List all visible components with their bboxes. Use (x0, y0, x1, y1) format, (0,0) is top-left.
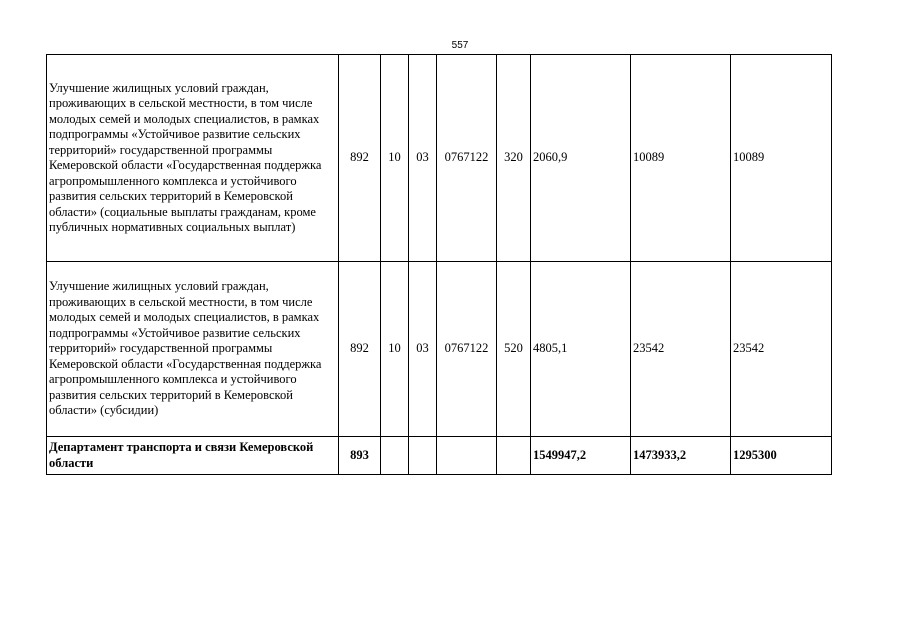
amount-year-3: 1295300 (731, 437, 832, 475)
amount-year-1: 4805,1 (531, 262, 631, 437)
ministry-code: 892 (339, 55, 381, 262)
table-row (47, 55, 832, 262)
amount-year-3: 23542 (731, 262, 832, 437)
section-code: 10 (381, 262, 409, 437)
table-row (47, 262, 832, 437)
ministry-code: 893 (339, 437, 381, 475)
expense-type-code: 320 (497, 55, 531, 262)
section-code: 10 (381, 55, 409, 262)
department-name: Департамент транспорта и связи Кемеровской области (47, 437, 339, 475)
subsection-code (409, 437, 437, 475)
page-number: 557 (451, 40, 469, 51)
table-row-total (47, 437, 832, 475)
target-article-code: 0767122 (437, 55, 497, 262)
ministry-code: 892 (339, 262, 381, 437)
target-article-code: 0767122 (437, 262, 497, 437)
amount-year-2: 10089 (631, 55, 731, 262)
amount-year-3: 10089 (731, 55, 832, 262)
amount-year-1: 2060,9 (531, 55, 631, 262)
expense-type-code: 520 (497, 262, 531, 437)
amount-year-1: 1549947,2 (531, 437, 631, 475)
target-article-code (437, 437, 497, 475)
expense-description: Улучшение жилищных условий граждан, проживающих в сельской местности, в том числе молодых семей и молодых специалистов, в рамках подпрограммы «Устойчивое развитие сельских территорий» государственной программы Кемеровской области «Государственная поддержка агропромышленного комплекса и устойчивого развития сельских территорий в Кемеровской области» (социальные выплаты гражданам, кроме публичных нормативных социальных выплат) (47, 55, 339, 262)
amount-year-2: 1473933,2 (631, 437, 731, 475)
budget-table (46, 54, 832, 475)
amount-year-2: 23542 (631, 262, 731, 437)
expense-description: Улучшение жилищных условий граждан, проживающих в сельской местности, в том числе молодых семей и молодых специалистов, в рамках подпрограммы «Устойчивое развитие сельских территорий» государственной программы Кемеровской области «Государственная поддержка агропромышленного комплекса и устойчивого развития сельских территорий в Кемеровской области» (субсидии) (47, 262, 339, 437)
subsection-code: 03 (409, 55, 437, 262)
subsection-code: 03 (409, 262, 437, 437)
section-code (381, 437, 409, 475)
expense-type-code (497, 437, 531, 475)
